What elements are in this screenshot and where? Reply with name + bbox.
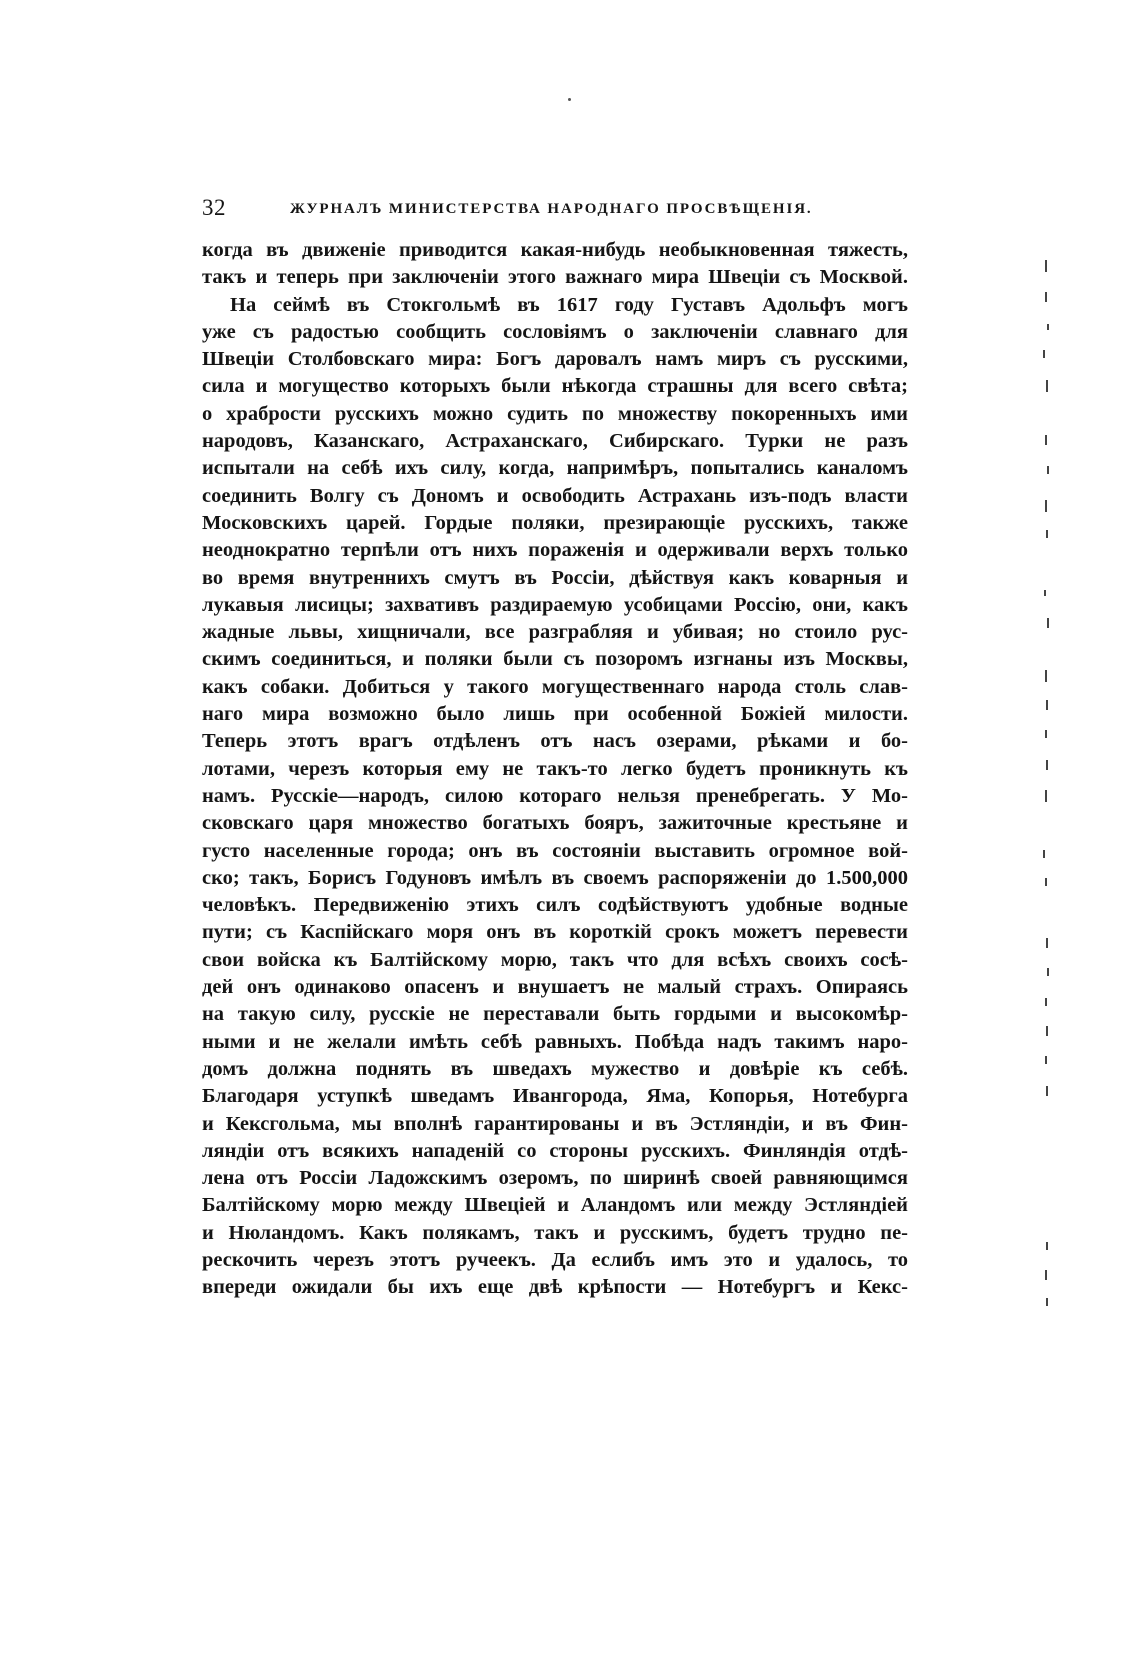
text-line: дей онъ одинаково опасенъ и внушаетъ не малый страхъ. Опираясь <box>202 976 908 999</box>
text-line: Швеціи Столбовскаго мира: Богъ даровалъ намъ миръ съ русскими, <box>202 348 908 371</box>
scan-speck <box>1047 618 1049 628</box>
page-header <box>202 196 922 236</box>
scan-speck <box>1043 350 1045 358</box>
text-line: уже съ радостью сообщить сословіямъ о заключеніи славнаго для <box>202 320 908 343</box>
scan-speck <box>1043 850 1045 858</box>
margin-bleed-through <box>1025 230 1065 1130</box>
text-line: какъ собаки. Добиться у такого могущественнаго народа столь слав- <box>202 675 908 698</box>
text-line: ляндіи отъ всякихъ нападеній со стороны русскихъ. Финляндія отдѣ- <box>202 1139 908 1162</box>
scan-speck <box>1046 1026 1048 1036</box>
scan-speck <box>1047 324 1049 330</box>
scan-speck <box>1046 1242 1048 1250</box>
running-title: ЖУРНАЛЪ МИНИСТЕРСТВА НАРОДНАГО ПРОСВѢЩЕНІЯ. <box>290 201 813 217</box>
text-line: свои войска къ Балтійскому морю, такъ что для всѣхъ своихъ сосѣ- <box>202 948 908 971</box>
scan-speck <box>1045 292 1047 302</box>
scan-speck <box>1045 670 1047 682</box>
body-text <box>202 237 908 1302</box>
text-line: ско; такъ, Борисъ Годуновъ имѣлъ въ своемъ распоряженіи до 1.500,000 <box>202 866 908 889</box>
scan-speck <box>1046 700 1048 710</box>
text-line: лотами, черезъ которыя ему не такъ-то легко будетъ проникнуть къ <box>202 757 908 780</box>
scan-speck <box>1045 878 1047 886</box>
text-line: неоднократно терпѣли отъ нихъ пораженія и одерживали верхъ только <box>202 539 908 562</box>
text-line: лена отъ Россіи Ладожскимъ озеромъ, по ширинѣ своей равняющимся <box>202 1167 908 1190</box>
scan-speck <box>568 98 571 101</box>
text-line: во время внутреннихъ смутъ въ Россіи, дѣйствуя какъ коварныя и <box>202 566 908 589</box>
text-line: сила и могущество которыхъ были нѣкогда страшны для всего свѣта; <box>202 375 908 398</box>
text-line: Московскихъ царей. Гордые поляки, презирающіе русскихъ, также <box>202 511 908 534</box>
text-line: жадные львы, хищничали, все разграбляя и убивая; но стоило рус- <box>202 621 908 644</box>
text-line: рескочить черезъ этотъ ручеекъ. Да еслибъ имъ это и удалось, то <box>202 1248 908 1271</box>
text-line: намъ. Русскіе—народъ, силою котораго нельзя пренебрегать. У Мо- <box>202 784 908 807</box>
scan-speck <box>1045 1270 1047 1280</box>
text-line: сковскаго царя множество богатыхъ бояръ, зажиточные крестьяне и <box>202 812 908 835</box>
scan-speck <box>1045 435 1047 445</box>
scan-speck <box>1045 998 1047 1006</box>
scan-speck <box>1045 1056 1047 1064</box>
text-line: лукавыя лисицы; захвативъ раздираемую усобицами Россію, они, какъ <box>202 593 908 616</box>
text-line: Теперь этотъ врагъ отдѣленъ отъ насъ озерами, рѣками и бо- <box>202 730 908 753</box>
text-line: такъ и теперь при заключеніи этого важнаго мира Швеціи съ Москвой. <box>202 266 908 289</box>
text-line: Благодаря уступкѣ шведамъ Ивангорода, Яма, Копорья, Нотебурга <box>202 1085 908 1108</box>
text-line: человѣкъ. Передвиженію этихъ силъ содѣйствуютъ удобные водные <box>202 894 908 917</box>
text-line: скимъ соединиться, и поляки были съ позоромъ изгнаны изъ Москвы, <box>202 648 908 671</box>
scan-speck <box>1046 1298 1048 1306</box>
text-line: домъ должна поднять въ шведахъ мужество и довѣріе къ себѣ. <box>202 1057 908 1080</box>
text-line: густо населенные города; онъ въ состояніи выставить огромное вой- <box>202 839 908 862</box>
scan-speck <box>1047 466 1049 474</box>
page-number: 32 <box>202 195 226 220</box>
text-line: и Кексгольма, мы вполнѣ гарантированы и въ Эстляндіи, и въ Фин- <box>202 1112 908 1135</box>
scan-speck <box>1045 790 1047 802</box>
scan-speck <box>1046 938 1048 948</box>
text-line: впереди ожидали бы ихъ еще двѣ крѣпости — Нотебургъ и Кекс- <box>202 1276 908 1299</box>
scan-speck <box>1045 730 1047 738</box>
paragraph-start-line: На сеймѣ въ Стокгольмѣ въ 1617 году Густавъ Адольфъ могъ <box>230 293 908 316</box>
text-line: испытали на себѣ ихъ силу, когда, напримѣръ, попытались каналомъ <box>202 457 908 480</box>
scan-speck <box>1046 530 1048 538</box>
text-line: пути; съ Каспійскаго моря онъ въ короткій срокъ можетъ перевести <box>202 921 908 944</box>
text-line: Балтійскому морю между Швеціей и Аландомъ или между Эстляндіей <box>202 1194 908 1217</box>
scan-speck <box>1046 1086 1048 1096</box>
text-line: наго мира возможно было лишь при особенной Божіей милости. <box>202 703 908 726</box>
text-line: и Нюландомъ. Какъ полякамъ, такъ и русскимъ, будетъ трудно пе- <box>202 1221 908 1244</box>
text-line: соединить Волгу съ Дономъ и освободить Астрахань изъ-подъ власти <box>202 484 908 507</box>
scan-speck <box>1045 260 1047 272</box>
text-line: народовъ, Казанскаго, Астраханскаго, Сибирскаго. Турки не разъ <box>202 430 908 453</box>
text-line: на такую силу, русскіе не переставали быть гордыми и высокомѣр- <box>202 1003 908 1026</box>
scan-speck <box>1046 760 1048 770</box>
text-line: когда въ движеніе приводится какая-нибудь необыкновенная тяжесть, <box>202 239 908 261</box>
scan-speck <box>1044 590 1046 596</box>
scan-speck <box>1047 968 1049 976</box>
scan-speck <box>1045 500 1047 512</box>
scan-speck <box>1046 380 1048 392</box>
text-line: о храбрости русскихъ можно судить по множеству покоренныхъ ими <box>202 402 908 425</box>
text-line: ными и не желали имѣть себѣ равныхъ. Побѣда надъ такимъ наро- <box>202 1030 908 1053</box>
